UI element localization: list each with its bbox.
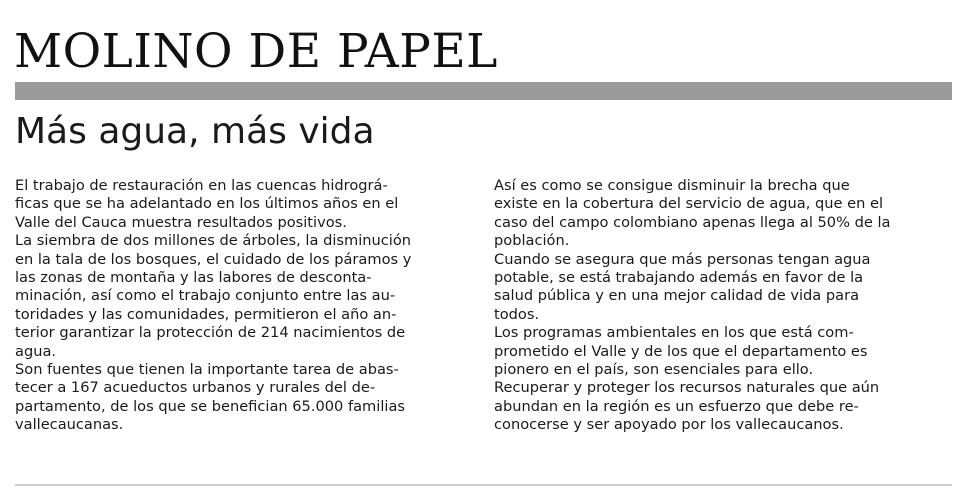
text-line: las zonas de montaña y las labores de desconta- (15, 268, 372, 286)
text-line: potable, se está trabajando además en favor de la (494, 268, 864, 286)
text-line: todos. (494, 305, 540, 323)
text-line: ficas que se ha adelantado en los últimos años en el (15, 195, 399, 213)
text-line: agua. (15, 342, 57, 360)
text-line: El trabajo de restauración en las cuencas hidrográ- (15, 177, 388, 194)
text-line: conocerse y ser apoyado por los vallecaucanos. (494, 416, 844, 434)
text-line: terior garantizar la protección de 214 nacimientos de (15, 324, 406, 342)
text-line: pionero en el país, son esenciales para ello. (494, 360, 814, 378)
text-line: Recuperar y proteger los recursos naturales que aún (494, 379, 880, 397)
section-divider-bar (15, 82, 952, 100)
text-line: minación, así como el trabajo conjunto entre las au- (15, 287, 396, 305)
text-line: prometido el Valle y de los que el departamento es (494, 342, 868, 360)
article-headline: Más agua, más vida (15, 111, 375, 152)
text-line: salud pública y en una mejor calidad de vida para (494, 287, 860, 305)
text-line: en la tala de los bosques, el cuidado de los páramos y (15, 250, 412, 268)
text-line: Valle del Cauca muestra resultados positivos. (15, 213, 347, 231)
text-line: Son fuentes que tienen la importante tarea de abas- (15, 360, 399, 378)
text-line: partamento, de los que se benefician 65.000 familias (15, 397, 405, 415)
text-line: existe en la cobertura del servicio de agua, que en el (494, 195, 884, 213)
article-column-right (494, 177, 952, 434)
text-line: caso del campo colombiano apenas llega al 50% de la (494, 213, 891, 231)
bottom-divider (15, 484, 952, 486)
text-line: toridades y las comunidades, permitieron el año an- (15, 305, 397, 323)
text-line: Los programas ambientales en los que está com- (494, 324, 854, 342)
text-line: abundan en la región es un esfuerzo que debe re- (494, 397, 859, 415)
text-line: Cuando se asegura que más personas tengan agua (494, 250, 871, 268)
section-title: MOLINO DE PAPEL (14, 24, 498, 79)
text-line: Así es como se consigue disminuir la brecha que (494, 177, 850, 194)
text-line: tecer a 167 acueductos urbanos y rurales del de- (15, 379, 376, 397)
text-line: La siembra de dos millones de árboles, la disminución (15, 232, 412, 250)
text-line: población. (494, 232, 570, 250)
text-line: vallecaucanas. (15, 416, 124, 434)
article-column-left (15, 177, 475, 434)
